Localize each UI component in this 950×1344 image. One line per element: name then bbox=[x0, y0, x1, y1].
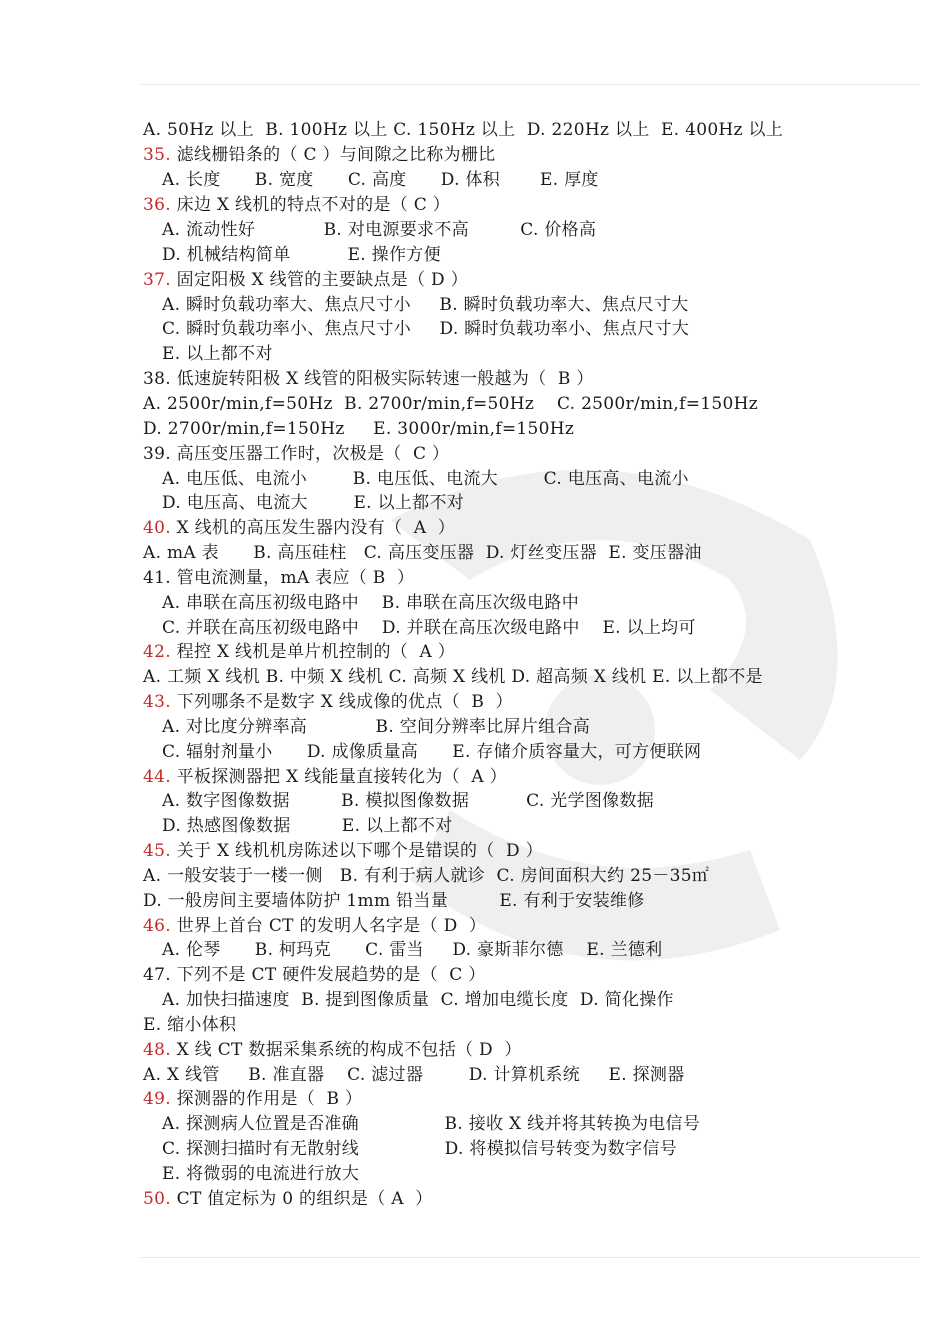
text-line bbox=[143, 392, 758, 416]
line-text: A. 2500r/min,f=50Hz B. 2700r/min,f=50Hz C. 2500r/min,f=150Hz bbox=[143, 394, 758, 414]
text-line bbox=[162, 317, 689, 341]
line-text: 探测器的作用是（ B ） bbox=[170, 1089, 363, 1109]
line-text: C. 探测扫描时有无散射线 D. 将模拟信号转变为数字信号 bbox=[162, 1139, 677, 1159]
line-text: A. X 线管 B. 准直器 C. 滤过器 D. 计算机系统 E. 探测器 bbox=[143, 1065, 685, 1085]
text-line bbox=[143, 566, 414, 590]
text-line bbox=[162, 988, 674, 1012]
question-number: 35. bbox=[143, 145, 171, 165]
question-number: 36. bbox=[143, 195, 171, 215]
text-line bbox=[143, 118, 783, 142]
question-line bbox=[143, 765, 507, 789]
line-text: 固定阳极 X 线管的主要缺点是（ D ） bbox=[170, 270, 468, 290]
line-text: A. 探测病人位置是否准确 B. 接收 X 线并将其转换为电信号 bbox=[162, 1114, 701, 1134]
text-line bbox=[143, 367, 594, 391]
line-text: A. 加快扫描速度 B. 提到图像质量 C. 增加电缆长度 D. 简化操作 bbox=[162, 990, 674, 1010]
text-line bbox=[143, 417, 574, 441]
question-number: 48. bbox=[143, 1040, 171, 1060]
text-line bbox=[143, 1013, 236, 1037]
line-text: A. 一般安装于一楼一侧 B. 有利于病人就诊 C. 房间面积大约 25－35㎡ bbox=[143, 866, 710, 886]
line-text: A. 伦琴 B. 柯玛克 C. 雷当 D. 豪斯菲尔德 E. 兰德利 bbox=[162, 940, 663, 960]
text-line bbox=[162, 814, 452, 838]
line-text: 滤线栅铅条的（ C ）与间隙之比称为栅比 bbox=[170, 145, 496, 165]
question-line bbox=[143, 1038, 522, 1062]
line-text: C. 并联在高压初级电路中 D. 并联在高压次级电路中 E. 以上均可 bbox=[162, 618, 696, 638]
line-text: 38. 低速旋转阳极 X 线管的阳极实际转速一般越为（ B ） bbox=[143, 369, 594, 389]
text-line bbox=[162, 168, 599, 192]
line-text: 下列哪条不是数字 X 线成像的优点（ B ） bbox=[170, 692, 513, 712]
line-text: C. 辐射剂量小 D. 成像质量高 E. 存储介质容量大，可方便联网 bbox=[162, 742, 702, 762]
question-number: 37. bbox=[143, 270, 171, 290]
line-text: A. 流动性好 B. 对电源要求不高 C. 价格高 bbox=[162, 220, 597, 240]
line-text: 关于 X 线机机房陈述以下哪个是错误的（ D ） bbox=[170, 841, 543, 861]
text-line bbox=[162, 938, 662, 962]
question-line bbox=[143, 268, 468, 292]
text-line bbox=[143, 1063, 685, 1087]
text-line bbox=[162, 616, 696, 640]
question-line bbox=[143, 839, 543, 863]
question-line bbox=[143, 640, 455, 664]
question-number: 49. bbox=[143, 1089, 171, 1109]
line-text: A. 50Hz 以上 B. 100Hz 以上 C. 150Hz 以上 D. 220Hz 以上 E. 400Hz 以上 bbox=[143, 120, 784, 140]
line-text: A. 电压低、电流小 B. 电压低、电流大 C. 电压高、电流小 bbox=[162, 469, 689, 489]
line-text: 平板探测器把 X 线能量直接转化为（ A ） bbox=[170, 767, 507, 787]
question-number: 40. bbox=[143, 518, 171, 538]
question-line bbox=[143, 193, 450, 217]
question-number: 46. bbox=[143, 916, 171, 936]
line-text: A. 对比度分辨率高 B. 空间分辨率比屏片组合高 bbox=[162, 717, 591, 737]
text-line bbox=[162, 467, 689, 491]
line-text: X 线机的高压发生器内没有（ A ） bbox=[170, 518, 456, 538]
text-line bbox=[162, 243, 441, 267]
line-text: A. 串联在高压初级电路中 B. 串联在高压次级电路中 bbox=[162, 593, 579, 613]
question-line bbox=[143, 1187, 433, 1211]
text-line bbox=[162, 342, 273, 366]
line-text: E. 缩小体积 bbox=[143, 1015, 237, 1035]
line-text: A. 长度 B. 宽度 C. 高度 D. 体积 E. 厚度 bbox=[162, 170, 599, 190]
line-text: CT 值定标为 0 的组织是（ A ） bbox=[170, 1189, 433, 1209]
text-line bbox=[162, 1137, 677, 1161]
line-text: E. 将微弱的电流进行放大 bbox=[162, 1164, 360, 1184]
text-line bbox=[162, 491, 464, 515]
bottom-rule bbox=[140, 1257, 920, 1258]
line-text: D. 2700r/min,f=150Hz E. 3000r/min,f=150Hz bbox=[143, 419, 575, 439]
line-text: D. 电压高、电流大 E. 以上都不对 bbox=[162, 493, 465, 513]
line-text: 程控 X 线机是单片机控制的（ A ） bbox=[170, 642, 456, 662]
question-number: 43. bbox=[143, 692, 171, 712]
question-line bbox=[143, 914, 486, 938]
text-line bbox=[162, 1162, 359, 1186]
question-number: 45. bbox=[143, 841, 171, 861]
line-text: E. 以上都不对 bbox=[162, 344, 273, 364]
line-text: A. mA 表 B. 高压硅柱 C. 高压变压器 D. 灯丝变压器 E. 变压器油 bbox=[143, 543, 702, 563]
question-line bbox=[143, 516, 455, 540]
text-line bbox=[143, 442, 449, 466]
text-line bbox=[143, 963, 486, 987]
line-text: 41. 管电流测量，mA 表应（ B ） bbox=[143, 568, 415, 588]
question-line bbox=[143, 143, 495, 167]
top-rule bbox=[140, 84, 920, 85]
line-text: 床边 X 线机的特点不对的是（ C ） bbox=[170, 195, 451, 215]
question-number: 44. bbox=[143, 767, 171, 787]
question-line bbox=[143, 690, 513, 714]
text-line bbox=[143, 864, 709, 888]
line-text: A. 工频 X 线机 B. 中频 X 线机 C. 高频 X 线机 D. 超高频 X 线机 E. 以上都不是 bbox=[143, 667, 763, 687]
line-text: D. 机械结构简单 E. 操作方便 bbox=[162, 245, 441, 265]
question-line bbox=[143, 1087, 362, 1111]
text-line bbox=[162, 218, 596, 242]
line-text: D. 热感图像数据 E. 以上都不对 bbox=[162, 816, 453, 836]
line-text: D. 一般房间主要墙体防护 1mm 铅当量 E. 有利于安装维修 bbox=[143, 891, 645, 911]
text-line bbox=[143, 665, 763, 689]
line-text: A. 数字图像数据 B. 模拟图像数据 C. 光学图像数据 bbox=[162, 791, 655, 811]
line-text: X 线 CT 数据采集系统的构成不包括（ D ） bbox=[170, 1040, 522, 1060]
line-text: A. 瞬时负载功率大、焦点尺寸小 B. 瞬时负载功率大、焦点尺寸大 bbox=[162, 295, 689, 315]
text-line bbox=[162, 591, 579, 615]
text-line bbox=[143, 889, 645, 913]
question-number: 42. bbox=[143, 642, 171, 662]
text-line bbox=[162, 740, 701, 764]
text-line bbox=[162, 715, 590, 739]
text-line bbox=[162, 1112, 700, 1136]
line-text: C. 瞬时负载功率小、焦点尺寸小 D. 瞬时负载功率小、焦点尺寸大 bbox=[162, 319, 690, 339]
text-line bbox=[143, 541, 702, 565]
question-number: 50. bbox=[143, 1189, 171, 1209]
text-line bbox=[162, 293, 689, 317]
line-text: 47. 下列不是 CT 硬件发展趋势的是（ C ） bbox=[143, 965, 486, 985]
line-text: 39. 高压变压器工作时，次极是（ C ） bbox=[143, 444, 450, 464]
text-line bbox=[162, 789, 654, 813]
line-text: 世界上首台 CT 的发明人名字是（ D ） bbox=[170, 916, 487, 936]
